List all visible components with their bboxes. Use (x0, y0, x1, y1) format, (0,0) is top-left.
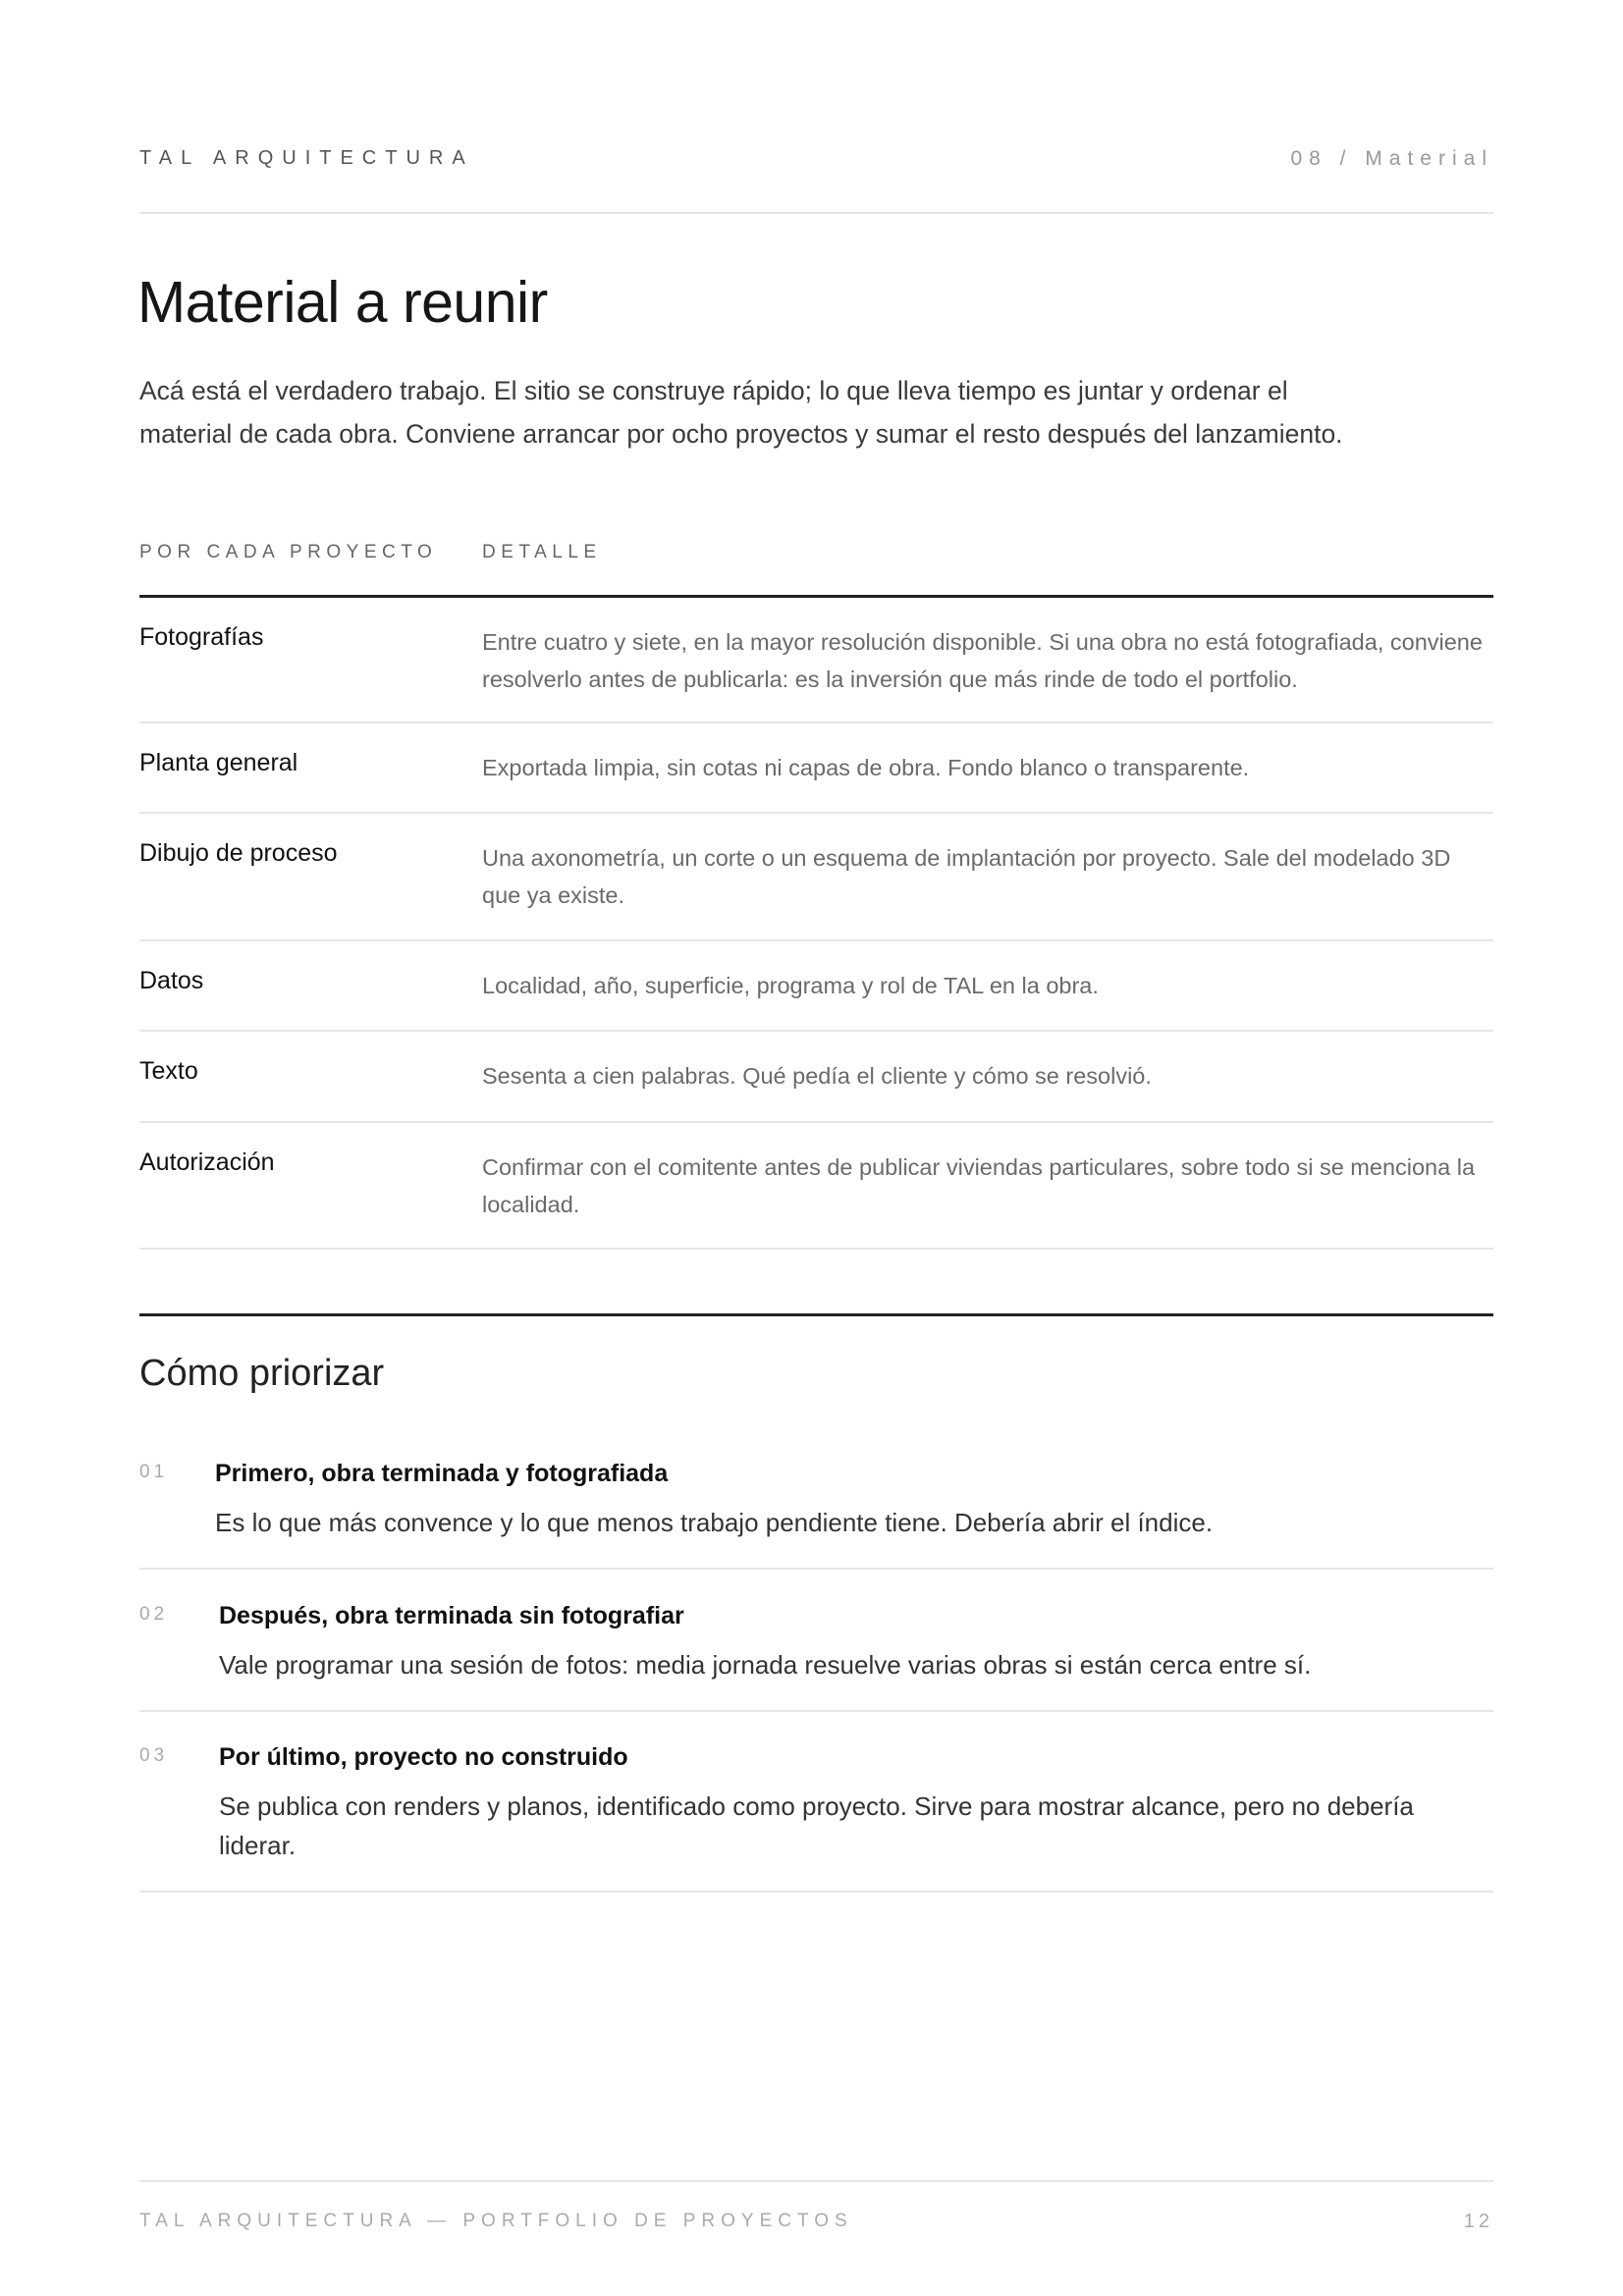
page-number: 12 (1463, 2211, 1493, 2232)
page-title: Material a reunir (137, 270, 548, 335)
row-detail: Confirmar con el comitente antes de publicar viviendas particulares, sobre todo si se menciona la localidad. (482, 1154, 1476, 1217)
priority-title: Después, obra terminada sin fotografiar (219, 1602, 684, 1629)
row-detail: Sesenta a cien palabras. Qué pedía el cliente y cómo se resolvió. (482, 1063, 1152, 1089)
table-row (139, 1123, 1493, 1250)
document-page (139, 0, 1493, 2296)
row-item: Texto (139, 1057, 198, 1085)
column-header-item: POR CADA PROYECTO (139, 542, 438, 562)
row-detail: Entre cuatro y siete, en la mayor resolución disponible. Si una obra no está fotografiada, conviene resolverlo antes de publicarla: es la inversión que más rinde de todo el portfolio. (482, 629, 1483, 692)
row-item: Autorización (139, 1148, 275, 1176)
priority-item (139, 1604, 1493, 1712)
row-item: Fotografías (139, 623, 264, 651)
row-item: Dibujo de proceso (139, 839, 338, 867)
row-detail: Localidad, año, superficie, programa y rol de TAL en la obra. (482, 973, 1099, 998)
footer-text: TAL ARQUITECTURA — PORTFOLIO DE PROYECTOS (139, 2211, 853, 2231)
row-detail: Exportada limpia, sin cotas ni capas de obra. Fondo blanco o transparente. (482, 755, 1250, 780)
priority-number: 01 (139, 1462, 169, 1482)
table-row (139, 814, 1493, 941)
running-header (139, 147, 1493, 177)
priority-body: Se publica con renders y planos, identificado como proyecto. Sirve para mostrar alcance, pero no debería liderar. (219, 1791, 1414, 1860)
section-divider (139, 1313, 1493, 1316)
priority-body: Es lo que más convence y lo que menos trabajo pendiente tiene. Debería abrir el índice. (215, 1508, 1214, 1537)
priority-title: Primero, obra terminada y fotografiada (215, 1460, 669, 1487)
table-header (139, 542, 1493, 595)
table-row (139, 941, 1493, 1032)
brand-name: TAL ARQUITECTURA (139, 147, 474, 169)
priority-item (139, 1745, 1493, 1893)
table-row (139, 598, 1493, 723)
priority-number: 02 (139, 1604, 169, 1625)
table-row (139, 1032, 1493, 1123)
materials-table (139, 542, 1493, 1217)
priority-body: Vale programar una sesión de fotos: media jornada resuelve varias obras si están cerca entre sí. (219, 1650, 1312, 1680)
priority-title: Por último, proyecto no construido (219, 1743, 628, 1771)
row-detail: Una axonometría, un corte o un esquema de implantación por proyecto. Sale del modelado 3D que ya existe. (482, 845, 1451, 908)
intro-paragraph: Acá está el verdadero trabajo. El sitio se construye rápido; lo que lleva tiempo es juntar y ordenar el material de cada obra. Conviene arrancar por ocho proyectos y sumar el resto después del lanzamiento. (139, 376, 1343, 449)
row-item: Planta general (139, 749, 298, 776)
footer-divider (139, 2180, 1493, 2182)
row-item: Datos (139, 967, 204, 994)
column-header-detail: DETALLE (482, 542, 602, 562)
priority-item (139, 1462, 1493, 1570)
priority-number: 03 (139, 1745, 169, 1766)
section-title: Cómo priorizar (139, 1353, 385, 1394)
header-divider (139, 212, 1493, 214)
section-tag: 08 / Material (1290, 147, 1493, 170)
table-row (139, 723, 1493, 814)
